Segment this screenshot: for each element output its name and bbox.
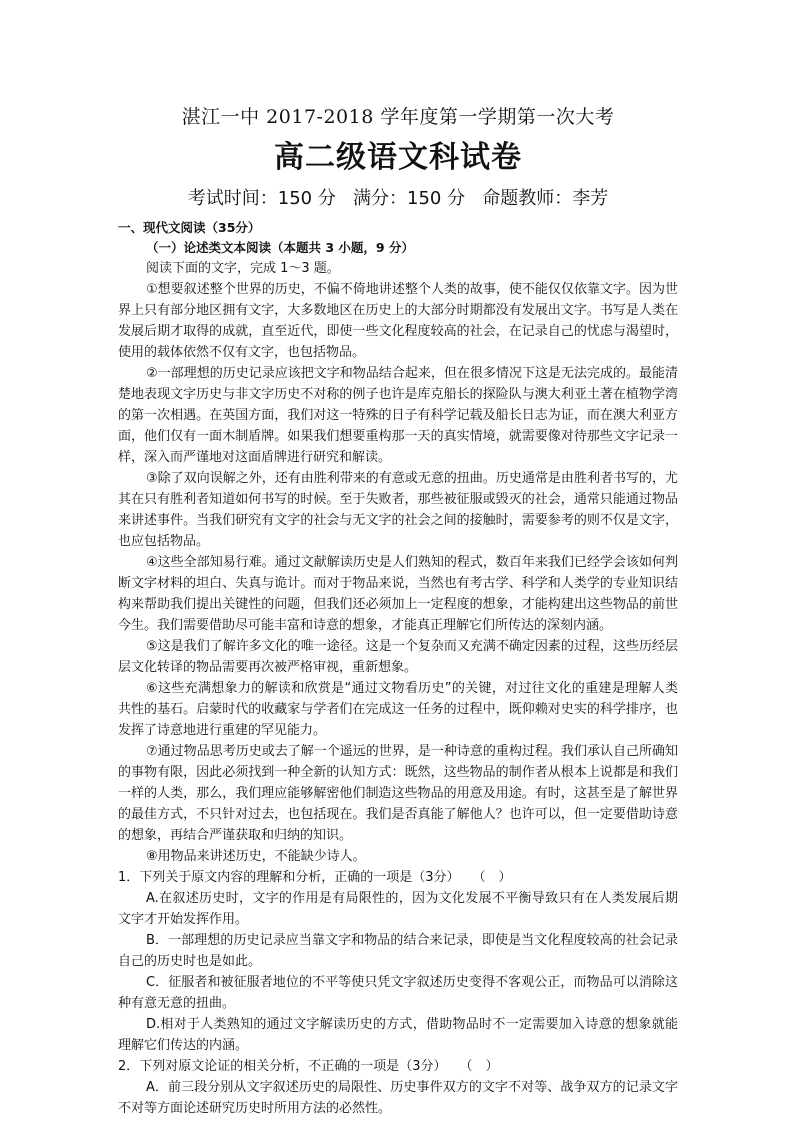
passage-paragraph: ⑥这些充满想象力的解读和欣赏是“通过文物看历史”的关键，对过往文化的重建是理解人类共性的基石。启蒙时代的收藏家与学者们在完成这一任务的过程中，既仰赖对史实的科学排序，也发挥了诗意地进行重建的罕见能力。 <box>118 681 678 738</box>
subsection-heading: （一）论述类文本阅读（本题共 3 小题，9 分） <box>146 240 414 255</box>
exam-page <box>118 104 678 1119</box>
question-2-stem: 2．下列对原文论证的相关分析，不正确的一项是（3分） （ ） <box>118 1059 499 1074</box>
exam-title: 高二级语文科试卷 <box>274 140 522 175</box>
passage-paragraph: ①想要叙述整个世界的历史，不偏不倚地讲述整个人类的故事，使不能仅仅依靠文字。因为世界上只有部分地区拥有文字，大多数地区在历史上的大部分时期都没有发展出文字。书写是人类在发展后期才取得的成就，直至近代，即使一些文化程度较高的社会，在记录自己的忧虑与渴望时，使用的载体依然不仅有文字，也包括物品。 <box>118 282 678 360</box>
passage-paragraph: ⑤这是我们了解许多文化的唯一途径。这是一个复杂而又充满不确定因素的过程，这些历经层层文化转译的物品需要再次被严格审视，重新想象。 <box>118 639 678 675</box>
passage-paragraph: ⑦通过物品思考历史或去了解一个遥远的世界，是一种诗意的重构过程。我们承认自己所确知的事物有限，因此必须找到一种全新的认知方式：既然，这些物品的制作者从根本上说都是和我们一样的人类，那么，我们理应能够解密他们制造这些物品的用意及用途。有时，这甚至是了解世界的最佳方式，不只针对过去，也包括现在。我们是否真能了解他人？也许可以，但一定要借助诗意的想象，再结合严谨获取和归纳的知识。 <box>118 744 678 843</box>
question-1-option-b: B．一部理想的历史记录应当靠文字和物品的结合来记录，即使是当文化程度较高的社会记录自己的历史时也是如此。 <box>118 933 678 969</box>
question-2-option-a: A．前三段分别从文字叙述历史的局限性、历史事件双方的文字不对等、战争双方的记录文字不对等方面论述研究历史时所用方法的必然性。 <box>118 1080 678 1116</box>
question-1-option-a: A.在叙述历史时，文字的作用是有局限性的，因为文化发展不平衡导致只有在人类发展后期文字才开始发挥作用。 <box>118 891 678 927</box>
exam-meta-line: 考试时间：150 分 满分：150 分 命题教师：李芳 <box>187 188 609 209</box>
question-1-option-d: D.相对于人类熟知的通过文字解读历史的方式，借助物品时不一定需要加入诗意的想象就能理解它们传达的内涵。 <box>118 1017 678 1053</box>
reading-instruction: 阅读下面的文字，完成 1～3 题。 <box>146 261 340 276</box>
passage-paragraph: ⑧用物品来讲述历史，不能缺少诗人。 <box>146 849 366 864</box>
school-title: 湛江一中 2017-2018 学年度第一学期第一次大考 <box>181 106 615 128</box>
passage-paragraph: ③除了双向误解之外，还有由胜利带来的有意或无意的扭曲。历史通常是由胜利者书写的，尤其在只有胜利者知道如何书写的时候。至于失败者，那些被征服或毁灭的社会，通常只能通过物品来讲述事件。当我们研究有文字的社会与无文字的社会之间的接触时，需要参考的则不仅是文字，也应包括物品。 <box>118 471 678 549</box>
question-1-stem: 1．下列关于原文内容的理解和分析，正确的一项是（3分） （ ） <box>118 870 512 885</box>
passage-paragraph: ④这些全部知易行难。通过文献解读历史是人们熟知的程式，数百年来我们已经学会该如何判断文字材料的坦白、失真与诡计。而对于物品来说，当然也有考古学、科学和人类学的专业知识结构来帮助我们提出关键性的问题，但我们还必须加上一定程度的想象，才能构建出这些物品的前世今生。我们需要借助尽可能丰富和诗意的想象，才能真正理解它们所传达的深刻内涵。 <box>118 555 678 633</box>
section-heading: 一、现代文阅读（35分） <box>118 220 261 235</box>
question-1-option-c: C．征服者和被征服者地位的不平等使只凭文字叙述历史变得不客观公正，而物品可以消除这种有意无意的扭曲。 <box>118 975 678 1011</box>
passage-paragraph: ②一部理想的历史记录应该把文字和物品结合起来，但在很多情况下这是无法完成的。最能清楚地表现文字历史与非文字历史不对称的例子也许是库克船长的探险队与澳大利亚土著在植物学湾的第一次相遇。在英国方面，我们对这一特殊的日子有科学记载及船长日志为证，而在澳大利亚方面，他们仅有一面木制盾牌。如果我们想要重构那一天的真实情境，就需要像对待那些文字记录一样，深入而严谨地对这面盾牌进行研究和解读。 <box>118 366 678 465</box>
